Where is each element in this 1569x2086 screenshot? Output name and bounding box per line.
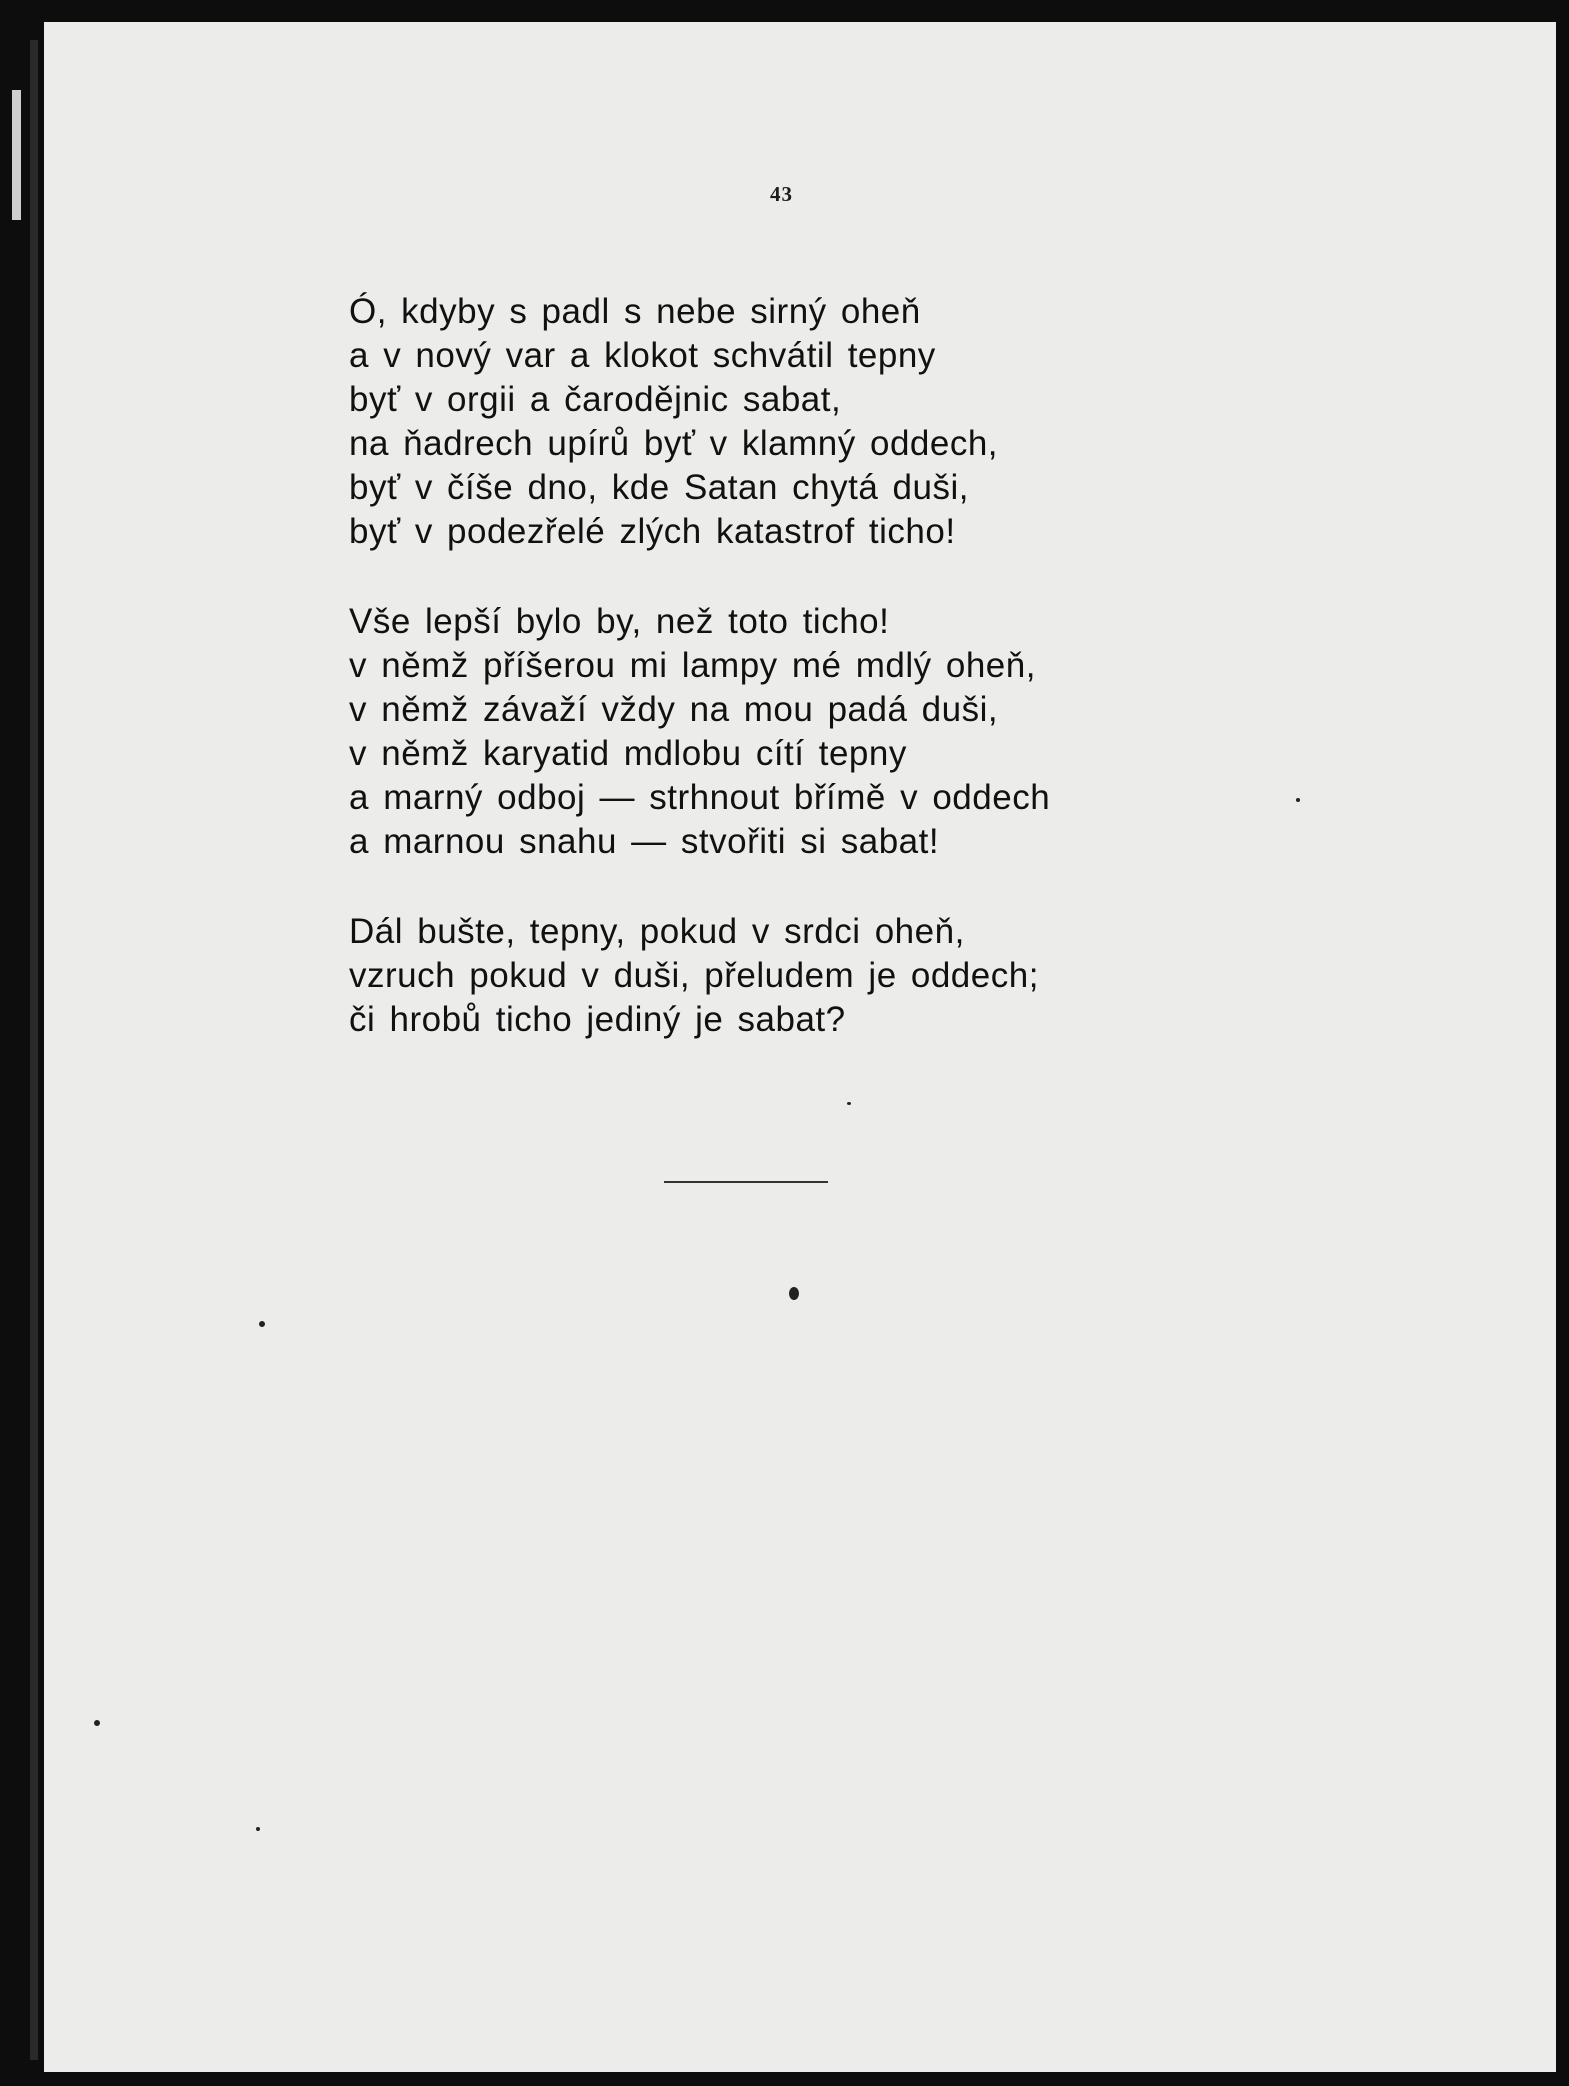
stanza-3	[349, 910, 1050, 1042]
poem-line: v němž karyatid mdlobu cítí tepny	[349, 734, 907, 773]
poem-line: a marný odboj — strhnout břímě v oddech	[349, 778, 1051, 817]
poem-line: a marnou snahu — stvořiti si sabat!	[349, 822, 940, 861]
print-speck	[94, 1720, 100, 1726]
print-speck	[256, 1827, 260, 1831]
print-speck	[1296, 798, 1300, 802]
poem-line: Dál bušte, tepny, pokud v srdci oheň,	[349, 912, 965, 951]
poem-line: na ňadrech upírů byť v klamný oddech,	[349, 424, 999, 463]
page-number: 43	[770, 182, 793, 206]
book-page	[44, 22, 1556, 2072]
poem-line: či hrobů ticho jediný je sabat?	[349, 1000, 846, 1039]
print-speck	[259, 1321, 265, 1327]
poem-line: byť v podezřelé zlých katastrof ticho!	[349, 512, 956, 551]
scan-edge-shadow	[30, 40, 38, 2060]
end-rule	[664, 1181, 828, 1183]
poem-line: Vše lepší bylo by, než toto ticho!	[349, 602, 890, 641]
scan-edge-mark	[12, 90, 21, 220]
poem-line: v němž příšerou mi lampy mé mdlý oheň,	[349, 646, 1036, 685]
poem-line: byť v orgii a čarodějnic sabat,	[349, 380, 842, 419]
poem-line: vzruch pokud v duši, přeludem je oddech;	[349, 956, 1039, 995]
poem-line: Ó, kdyby s padl s nebe sirný oheň	[349, 292, 921, 331]
print-speck	[789, 1287, 799, 1300]
print-speck	[847, 1102, 851, 1105]
poem	[349, 290, 1050, 1088]
poem-line: v němž závaží vždy na mou padá duši,	[349, 690, 999, 729]
stanza-1	[349, 290, 1050, 554]
poem-line: byť v číše dno, kde Satan chytá duši,	[349, 468, 969, 507]
stanza-2	[349, 600, 1050, 864]
poem-line: a v nový var a klokot schvátil tepny	[349, 336, 936, 375]
